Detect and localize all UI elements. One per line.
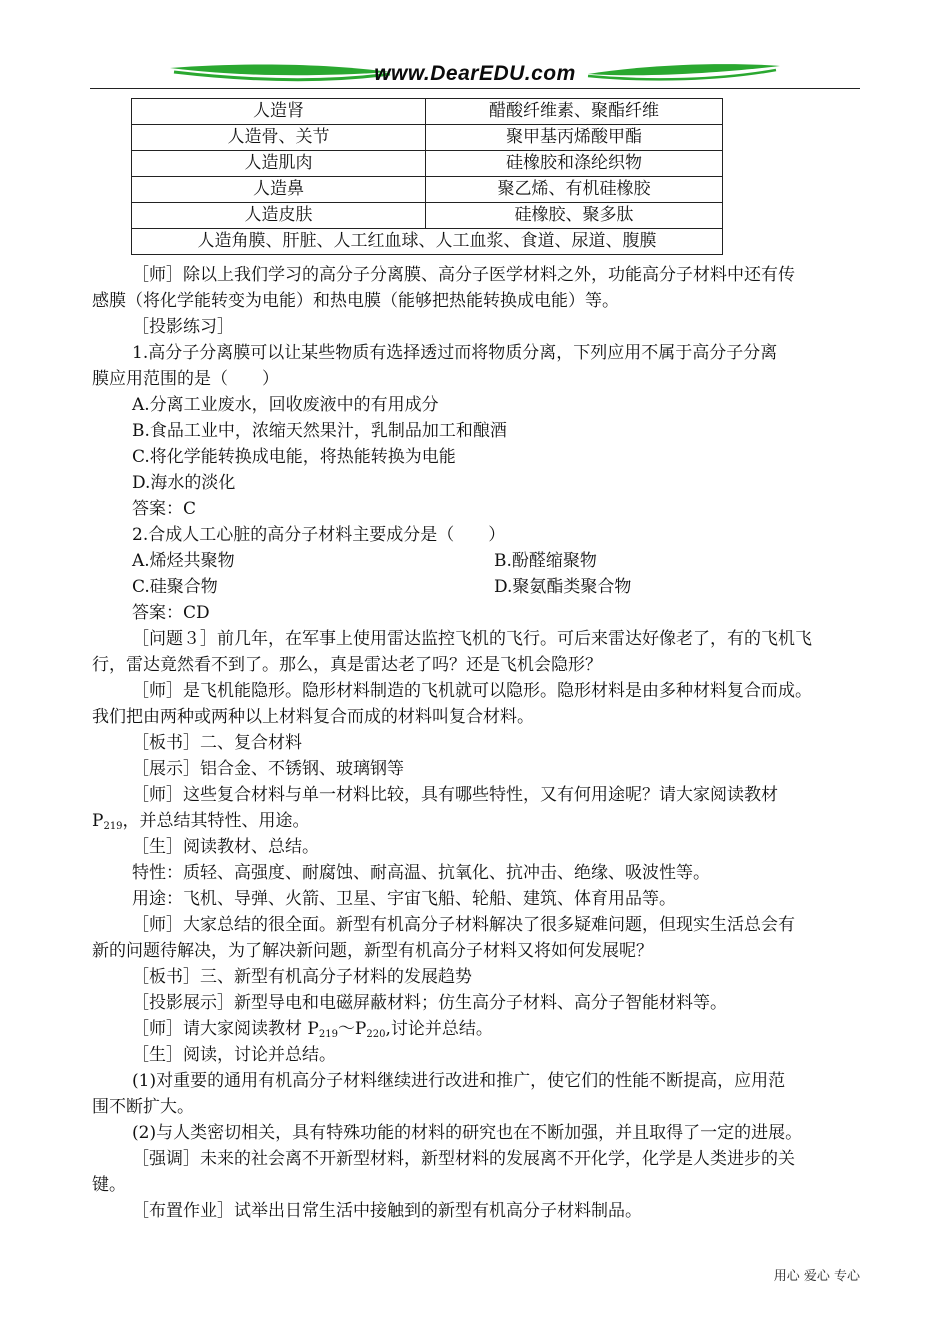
paragraph: $P_{219}$，并总结其特性、用途。 xyxy=(92,811,310,832)
paragraph: ［生］阅读教材、总结。 xyxy=(132,837,319,857)
answer-2: 答案：CD xyxy=(132,603,210,623)
option-a: A.分离工业废水，回收废液中的有用成分 xyxy=(132,395,439,415)
option-b: B.食品工业中，浓缩天然果汁，乳制品加工和酿酒 xyxy=(132,421,507,441)
table-row xyxy=(132,229,723,255)
table-cell: 人造骨、关节 xyxy=(132,125,426,151)
table-cell: 硅橡胶和涤纶织物 xyxy=(426,151,723,177)
paragraph: ［生］阅读，讨论并总结。 xyxy=(132,1045,336,1065)
option-c: C.将化学能转换成电能，将热能转换为电能 xyxy=(132,447,456,467)
answer-1: 答案：C xyxy=(132,499,197,519)
table-row xyxy=(132,177,723,203)
paragraph: 用途：飞机、导弹、火箭、卫星、宇宙飞船、轮船、建筑、体育用品等。 xyxy=(132,889,676,909)
paragraph: ［展示］铝合金、不锈钢、玻璃钢等 xyxy=(132,759,404,779)
paragraph: ［师］这些复合材料与单一材料比较，具有哪些特性，又有何用途呢？请大家阅读教材 xyxy=(132,785,778,805)
board-note: ［板书］三、新型有机高分子材料的发展趋势 xyxy=(132,967,472,987)
table-cell: 人造肌肉 xyxy=(132,151,426,177)
paragraph: ［强调］未来的社会离不开新型材料，新型材料的发展离不开化学，化学是人类进步的关 xyxy=(132,1149,795,1169)
paragraph: 行，雷达竟然看不到了。那么，真是雷达老了吗？还是飞机会隐形？ xyxy=(92,655,602,675)
table-row xyxy=(132,99,723,125)
table-row xyxy=(132,203,723,229)
paragraph: ［师］大家总结的很全面。新型有机高分子材料解决了很多疑难问题，但现实生活总会有 xyxy=(132,915,795,935)
paragraph: 感膜（将化学能转变为电能）和热电膜（能够把热能转换成电能）等。 xyxy=(92,291,619,311)
table-cell: 醋酸纤维素、聚酯纤维 xyxy=(426,99,723,125)
site-header xyxy=(90,58,860,90)
option-d: D.海水的淡化 xyxy=(132,473,236,493)
option-c: C.硅聚合物 xyxy=(132,577,218,597)
option-a: A.烯烃共聚物 xyxy=(132,551,235,571)
table-cell: 人造鼻 xyxy=(132,177,426,203)
paragraph: 特性：质轻、高强度、耐腐蚀、耐高温、抗氧化、抗冲击、绝缘、吸波性等。 xyxy=(132,863,710,883)
table-cell: 聚乙烯、有机硅橡胶 xyxy=(426,177,723,203)
paragraph: 围不断扩大。 xyxy=(92,1097,194,1117)
paragraph: ［师］请大家阅读教材 $P_{219}\sim P_{220}$,讨论并总结。 xyxy=(132,1019,493,1040)
table-row xyxy=(132,151,723,177)
table-cell: 人造皮肤 xyxy=(132,203,426,229)
site-url: www.DearEDU.com xyxy=(374,62,576,85)
paragraph: 新的问题待解决，为了解决新问题，新型有机高分子材料又将如何发展呢？ xyxy=(92,941,653,961)
materials-table xyxy=(131,98,723,255)
paragraph: (1)对重要的通用有机高分子材料继续进行改进和推广，使它们的性能不断提高，应用范 xyxy=(132,1071,786,1091)
paragraph: ［投影展示］新型导电和电磁屏蔽材料；仿生高分子材料、高分子智能材料等。 xyxy=(132,993,727,1013)
header-divider xyxy=(90,88,860,89)
lesson-body xyxy=(92,262,864,1224)
options-row xyxy=(92,574,864,600)
table-cell: 硅橡胶、聚多肽 xyxy=(426,203,723,229)
page-footer: 用心 爱心 专心 xyxy=(773,1269,860,1284)
option-d: D.聚氨酯类聚合物 xyxy=(494,577,632,597)
paragraph: 键。 xyxy=(92,1175,126,1195)
table-cell: 聚甲基丙烯酸甲酯 xyxy=(426,125,723,151)
question-2: 2.合成人工心脏的高分子材料主要成分是（ ） xyxy=(132,525,506,545)
options-row xyxy=(92,548,864,574)
option-b: B.酚醛缩聚物 xyxy=(494,551,597,571)
paragraph: ［师］是飞机能隐形。隐形材料制造的飞机就可以隐形。隐形材料是由多种材料复合而成。 xyxy=(132,681,812,701)
paragraph: 我们把由两种或两种以上材料复合而成的材料叫复合材料。 xyxy=(92,707,534,727)
table-cell-merged: 人造角膜、肝脏、人工红血球、人工血浆、食道、尿道、腹膜 xyxy=(132,229,723,255)
table-cell: 人造肾 xyxy=(132,99,426,125)
question-1: 1.高分子分离膜可以让某些物质有选择透过而将物质分离，下列应用不属于高分子分离 xyxy=(132,343,778,363)
paragraph: ［师］除以上我们学习的高分子分离膜、高分子医学材料之外，功能高分子材料中还有传 xyxy=(132,265,795,285)
board-note: ［板书］二、复合材料 xyxy=(132,733,302,753)
homework: ［布置作业］试举出日常生活中接触到的新型有机高分子材料制品。 xyxy=(132,1201,642,1221)
paragraph: ［问题３］前几年，在军事上使用雷达监控飞机的飞行。可后来雷达好像老了，有的飞机飞 xyxy=(132,629,812,649)
paragraph: (2)与人类密切相关，具有特殊功能的材料的研究也在不断加强，并且取得了一定的进展。 xyxy=(132,1123,803,1143)
section-label: ［投影练习］ xyxy=(132,317,234,337)
question-1-cont: 膜应用范围的是（ ） xyxy=(92,369,279,389)
table-row xyxy=(132,125,723,151)
